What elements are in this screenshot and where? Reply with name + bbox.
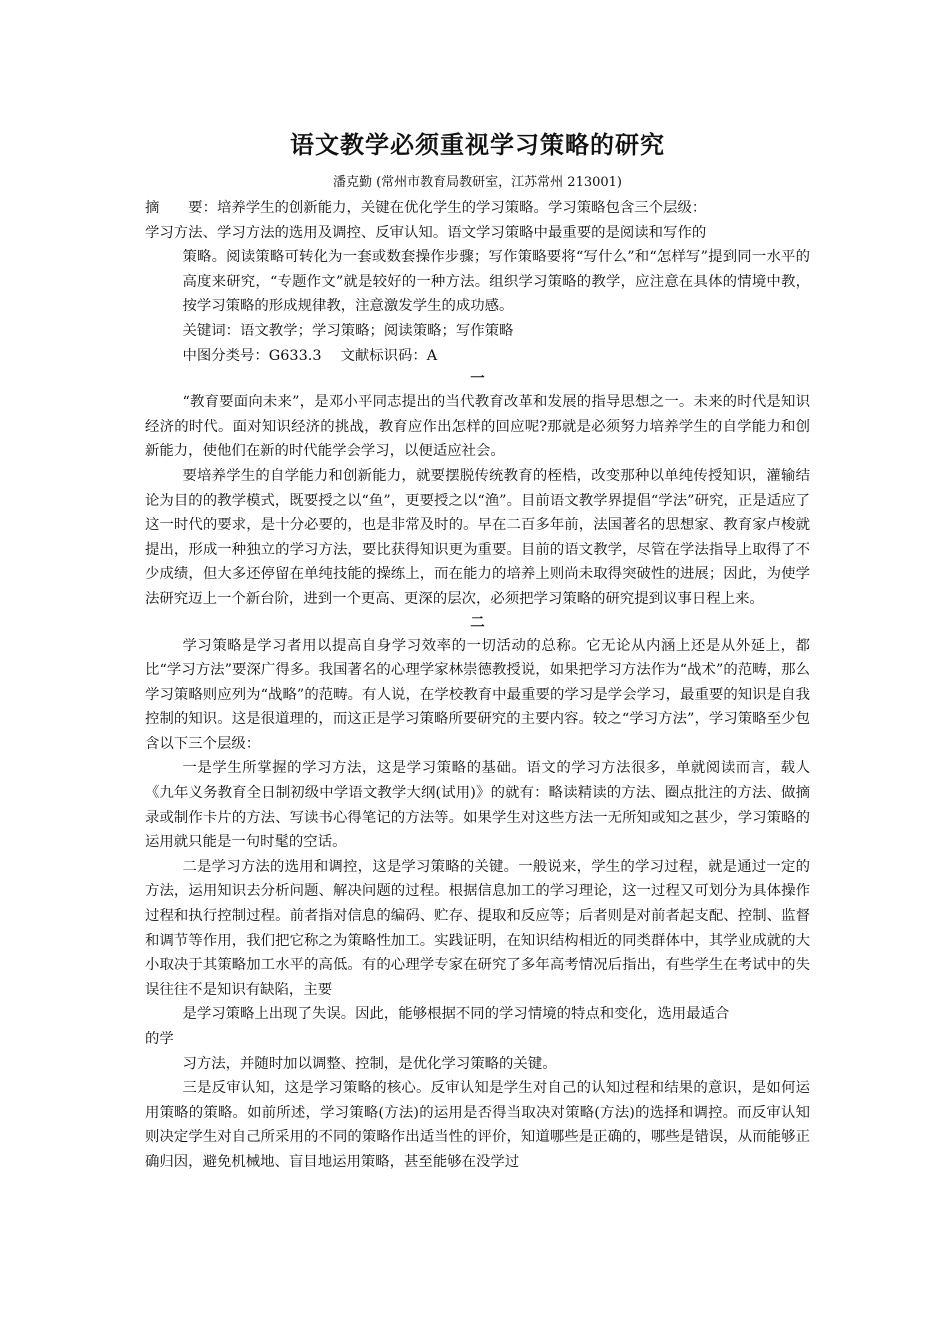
abstract <box>145 196 810 319</box>
paragraph: 一是学生所掌握的学习方法，这是学习策略的基础。语文的学习方法很多，单就阅读而言，载人《九年义务教育全日制初级中学语文教学大纲(试用)》的就有：略读精读的方法、圈点批注的方法、做摘录或制作卡片的方法、写读书心得笔记的方法等。如果学生对这些方法一无所知或知之甚少，学习策略的运用就只能是一句时髦的空话。 <box>145 760 810 851</box>
section-1 <box>145 368 810 611</box>
author-affiliation: 潘克勤 (常州市教育局教研室，江苏常州 213001) <box>332 175 623 190</box>
paragraph: 学习策略是学习者用以提高自身学习效率的一切活动的总称。它无论从内涵上还是从外延上，都比“学习方法”要深广得多。我国著名的心理学家林崇德教授说，如果把学习方法作为“战术”的范畴，那么学习策略则应列为“战略”的范畴。有人说，在学校教育中最重要的学习是学会学习，最重要的知识是自我控制的知识。这是很道理的，而这正是学习策略所要研究的主要内容。较之“学习方法”，学习策略至少包含以下三个层级： <box>145 637 810 752</box>
classification-code: 中图分类号：G633.3 文献标识码：A <box>182 347 438 364</box>
section-2 <box>145 612 810 1175</box>
abstract-line-2: 学习方法、学习方法的选用及调控、反审认知。语文学习策略中最重要的是阅读和写作的 <box>145 224 707 241</box>
section-heading: 二 <box>470 613 485 631</box>
paragraph-continuation: 习方法，并随时加以调整、控制，是优化学习策略的关键。 <box>182 1055 557 1072</box>
section-heading: 一 <box>470 370 485 388</box>
paragraph: 三是反审认知，这是学习策略的核心。反审认知是学生对自己的认知过程和结果的意识，是如何运用策略的策略。如前所述，学习策略(方法)的运用是否得当取决对策略(方法)的选择和调控。而反审认知则决定学生对自己所采用的不同的策略作出适当性的评价，知道哪些是正确的，哪些是错误，从而能够正确归因，避免机械地、盲目地运用策略，甚至能够在没学过 <box>145 1080 810 1170</box>
document-page <box>145 128 810 1175</box>
abstract-body: 策略。阅读策略可转化为一套或数套操作步骤；写作策略要将“写什么”和“怎样写”提到同一水平的高度来研究，“专题作文”就是较好的一种方法。组织学习策略的教学，应注意在具体的情境中教，按学习策略的形成规律教，注意激发学生的成功感。 <box>182 249 810 315</box>
paper-title: 语文教学必须重视学习策略的研究 <box>290 131 665 159</box>
paragraph: 二是学习方法的选用和调控，这是学习策略的关键。一般说来，学生的学习过程，就是通过一定的方法，运用知识去分析问题、解决问题的过程。根据信息加工的学习理论，这一过程又可划分为具体操作过程和执行控制过程。前者指对信息的编码、贮存、提取和反应等；后者则是对前者起支配、控制、监督和调节等作用，我们把它称之为策略性加工。实践证明，在知识结构相近的同类群体中，其学业成就的大小取决于其策略加工水平的高低。有的心理学专家在研究了多年高考情况后指出，有些学生在考试中的失误往往不是知识有缺陷，主要 <box>145 858 810 998</box>
abstract-line-1: 摘 要：培养学生的创新能力，关键在优化学生的学习策略。学习策略包含三个层级： <box>145 200 707 216</box>
keywords: 关键词：语文教学；学习策略；阅读策略；写作策略 <box>182 322 514 339</box>
paragraph: 要培养学生的自学能力和创新能力，就要摆脱传统教育的桎梏，改变那种以单纯传授知识，灌输结论为目的的教学模式，既要授之以“鱼”，更要授之以“渔”。目前语文教学界提倡“学法”研究，正是适应了这一时代的要求，是十分必要的，也是非常及时的。早在二百多年前，法国著名的思想家、教育家卢梭就提出，形成一种独立的学习方法，要比获得知识更为重要。目前的语文教学，尽管在学法指导上取得了不少成绩，但大多还停留在单纯技能的操练上，而在能力的培养上则尚未取得突破性的进展；因此，为使学法研究迈上一个新台阶，进到一个更高、更深的层次，必须把学习策略的研究提到议事日程上来。 <box>145 467 810 607</box>
paragraph-continuation-tail: 的学 <box>145 1031 174 1047</box>
paragraph: “教育要面向未来”，是邓小平同志提出的当代教育改革和发展的指导思想之一。未来的时代是知识经济的时代。面对知识经济的挑战，教育应作出怎样的回应呢?那就是必须努力培养学生的自学能力和创新能力，使他们在新的时代能学会学习，以便适应社会。 <box>145 394 810 460</box>
paragraph-continuation: 是学习策略上出现了失误。因此，能够根据不同的学习情境的特点和变化，选用最适合 <box>182 1006 730 1023</box>
